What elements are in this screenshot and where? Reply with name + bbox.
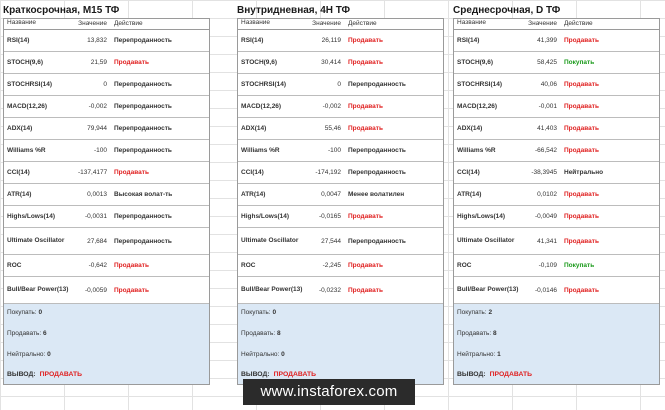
indicator-action: Продавать (564, 81, 599, 88)
table-row (4, 140, 209, 162)
panel-title: Среднесрочная, D ТФ (453, 5, 561, 16)
header-value: Значение (528, 20, 557, 27)
indicator-value: -174,192 (315, 169, 341, 176)
indicator-value: -0,0031 (84, 213, 107, 220)
indicator-value: 40,06 (540, 81, 557, 88)
indicator-name: Ultimate Oscillator (457, 237, 515, 244)
buy-count: 0 (38, 309, 43, 316)
indicator-action: Продавать (114, 262, 149, 269)
indicator-value: 41,399 (537, 37, 557, 44)
panel-title: Внутридневная, 4Н ТФ (237, 5, 351, 16)
indicator-action: Продавать (564, 237, 599, 245)
buy-count: 2 (488, 309, 493, 316)
indicator-action: Перепроданность (114, 213, 172, 220)
header-value: Значение (312, 20, 341, 27)
summary-buy (241, 308, 440, 329)
table-row (238, 140, 443, 162)
table-row (4, 52, 209, 74)
indicator-action: Перепроданность (348, 237, 406, 245)
indicator-action: Высокая волат-ть (114, 191, 173, 198)
header-action: Действие (348, 20, 377, 27)
table-rows (238, 30, 443, 304)
indicator-name: CCI(14) (457, 168, 480, 176)
table-row (4, 206, 209, 228)
indicator-value: -0,642 (88, 262, 107, 269)
panel-h4 (237, 4, 444, 385)
indicator-value: 27,684 (87, 237, 107, 245)
summary-sell (7, 329, 206, 350)
sell-count: 6 (43, 330, 47, 337)
indicator-name: Highs/Lows(14) (457, 212, 506, 220)
indicator-action: Перепроданность (114, 37, 172, 44)
panel-m15 (3, 4, 210, 385)
indicator-value: 41,341 (537, 237, 557, 245)
sell-count: 8 (277, 330, 281, 337)
neutral-label: Нейтрально: (457, 351, 496, 358)
indicator-name: MACD(12,26) (457, 102, 498, 110)
indicator-name: Highs/Lows(14) (7, 212, 56, 220)
indicator-value: -0,0232 (318, 286, 341, 294)
indicator-action: Продавать (114, 286, 149, 294)
indicator-value: 0 (103, 81, 107, 88)
indicator-action: Продавать (114, 169, 149, 176)
table-row (238, 255, 443, 277)
indicator-action: Продавать (114, 59, 149, 66)
table-header (238, 19, 443, 30)
table-header (454, 19, 659, 30)
indicator-value: -100 (327, 147, 341, 154)
table-row (238, 96, 443, 118)
indicator-name: RSI(14) (457, 36, 480, 44)
indicator-name: STOCH(9,6) (7, 58, 43, 66)
panel-d1 (453, 4, 660, 385)
indicator-value: -0,0146 (534, 286, 557, 294)
indicator-name: ROC (457, 261, 472, 269)
header-name: Название (241, 19, 271, 26)
indicator-value: -0,001 (538, 103, 557, 110)
table-row (238, 228, 443, 255)
indicator-name: STOCH(9,6) (241, 58, 277, 66)
indicator-action: Менее волатилен (348, 191, 405, 198)
indicator-action: Продавать (564, 125, 599, 132)
table-row (454, 228, 659, 255)
summary-buy (457, 308, 656, 329)
table-rows (4, 30, 209, 304)
indicator-name: CCI(14) (241, 168, 264, 176)
summary-box (454, 304, 659, 384)
indicator-value: -0,0165 (318, 213, 341, 220)
indicator-action: Покупать (564, 59, 595, 66)
indicator-name: MACD(12,26) (241, 102, 282, 110)
verdict-value: ПРОДАВАТЬ (273, 371, 317, 378)
indicator-table (237, 18, 444, 385)
table-row (454, 30, 659, 52)
indicator-value: 21,59 (90, 59, 107, 66)
summary-neutral (457, 350, 656, 371)
indicator-name: STOCHRSI(14) (457, 80, 503, 88)
indicator-name: STOCH(9,6) (457, 58, 493, 66)
table-row (454, 52, 659, 74)
indicator-value: 55,46 (324, 125, 341, 132)
indicator-name: RSI(14) (7, 36, 30, 44)
indicator-value: 0,0102 (537, 191, 557, 198)
indicator-value: 30,414 (321, 59, 341, 66)
verdict-value: ПРОДАВАТЬ (39, 371, 83, 378)
table-row (4, 96, 209, 118)
table-row (238, 52, 443, 74)
indicator-name: Bull/Bear Power(13) (241, 286, 303, 293)
table-header (4, 19, 209, 30)
header-name: Название (457, 19, 487, 26)
header-value: Значение (78, 20, 107, 27)
table-row (238, 118, 443, 140)
table-row (454, 162, 659, 184)
sell-label: Продавать: (7, 330, 42, 337)
table-row (238, 206, 443, 228)
verdict-label: ВЫВОД: (7, 371, 36, 378)
verdict (7, 371, 206, 378)
indicator-value: -0,002 (322, 103, 341, 110)
table-row (454, 118, 659, 140)
table-row (238, 30, 443, 52)
table-row (4, 277, 209, 304)
indicator-value: 41,403 (537, 125, 557, 132)
table-row (454, 277, 659, 304)
indicator-value: 13,832 (87, 37, 107, 44)
table-row (4, 162, 209, 184)
table-row (4, 118, 209, 140)
indicator-value: 79,944 (87, 125, 107, 132)
neutral-count: 0 (47, 351, 51, 358)
indicator-value: 0,0013 (87, 191, 107, 198)
neutral-label: Нейтрально: (241, 351, 280, 358)
verdict-value: ПРОДАВАТЬ (489, 371, 533, 378)
table-row (454, 140, 659, 162)
indicator-name: Williams %R (457, 146, 496, 154)
indicator-value: -0,002 (88, 103, 107, 110)
panel-title: Краткосрочная, М15 ТФ (3, 5, 120, 16)
indicator-action: Перепроданность (114, 147, 172, 154)
header-action: Действие (564, 20, 593, 27)
indicator-name: ROC (241, 261, 256, 269)
table-row (454, 255, 659, 277)
indicator-action: Продавать (564, 103, 599, 110)
header-action: Действие (114, 20, 143, 27)
buy-label: Покупать: (7, 309, 37, 316)
indicator-name: STOCHRSI(14) (7, 80, 53, 88)
summary-sell (241, 329, 440, 350)
indicator-name: Bull/Bear Power(13) (457, 286, 519, 293)
neutral-label: Нейтрально: (7, 351, 46, 358)
indicator-value: 58,425 (537, 59, 557, 66)
indicator-name: Williams %R (241, 146, 280, 154)
indicator-name: Williams %R (7, 146, 46, 154)
table-row (454, 206, 659, 228)
indicator-action: Перепроданность (114, 103, 172, 110)
summary-box (238, 304, 443, 384)
indicator-action: Перепроданность (348, 81, 406, 88)
indicator-name: Highs/Lows(14) (241, 212, 290, 220)
indicator-action: Перепроданность (348, 169, 406, 176)
header-name: Название (7, 19, 37, 26)
neutral-count: 1 (497, 351, 501, 358)
indicator-name: ADX(14) (7, 124, 33, 132)
indicator-action: Продавать (348, 103, 383, 110)
indicator-action: Продавать (564, 147, 599, 154)
indicator-name: Ultimate Oscillator (7, 237, 65, 244)
indicator-value: -0,0049 (534, 213, 557, 220)
watermark: www.instaforex.com (243, 379, 415, 405)
indicator-name: ADX(14) (241, 124, 267, 132)
indicator-action: Перепроданность (348, 147, 406, 154)
indicator-name: CCI(14) (7, 168, 30, 176)
table-row (4, 74, 209, 96)
indicator-action: Продавать (564, 286, 599, 294)
indicator-value: -66,542 (534, 147, 557, 154)
table-row (454, 74, 659, 96)
indicator-value: 27,544 (321, 237, 341, 245)
indicator-value: 26,119 (321, 37, 341, 44)
indicator-action: Перепроданность (114, 81, 172, 88)
indicator-name: Ultimate Oscillator (241, 237, 299, 244)
indicator-action: Продавать (348, 59, 383, 66)
indicator-name: Bull/Bear Power(13) (7, 286, 69, 293)
table-row (238, 74, 443, 96)
indicator-action: Продавать (348, 37, 383, 44)
verdict-label: ВЫВОД: (241, 371, 270, 378)
indicator-action: Продавать (348, 262, 383, 269)
indicator-name: ATR(14) (457, 190, 482, 198)
summary-neutral (7, 350, 206, 371)
indicator-action: Продавать (564, 37, 599, 44)
indicator-name: ADX(14) (457, 124, 483, 132)
indicator-name: ATR(14) (241, 190, 266, 198)
verdict (241, 371, 440, 378)
buy-label: Покупать: (241, 309, 271, 316)
indicator-table (453, 18, 660, 385)
indicator-name: RSI(14) (241, 36, 264, 44)
indicator-action: Покупать (564, 262, 595, 269)
indicator-value: -38,3945 (531, 169, 557, 176)
table-row (4, 228, 209, 255)
indicator-action: Продавать (348, 213, 383, 220)
indicator-name: STOCHRSI(14) (241, 80, 287, 88)
buy-label: Покупать: (457, 309, 487, 316)
indicator-name: ATR(14) (7, 190, 32, 198)
sell-count: 8 (493, 330, 497, 337)
table-row (4, 30, 209, 52)
indicator-action: Продавать (348, 286, 383, 294)
table-row (4, 184, 209, 206)
indicator-action: Перепроданность (114, 237, 172, 245)
indicator-value: -2,245 (322, 262, 341, 269)
table-row (238, 162, 443, 184)
sell-label: Продавать: (457, 330, 492, 337)
table-row (4, 255, 209, 277)
indicator-action: Продавать (348, 125, 383, 132)
summary-buy (7, 308, 206, 329)
indicator-value: -100 (93, 147, 107, 154)
indicator-table (3, 18, 210, 385)
summary-sell (457, 329, 656, 350)
indicator-value: 0 (337, 81, 341, 88)
indicator-action: Нейтрально (564, 169, 604, 176)
indicator-name: MACD(12,26) (7, 102, 48, 110)
neutral-count: 0 (281, 351, 285, 358)
indicator-name: ROC (7, 261, 22, 269)
summary-box (4, 304, 209, 384)
indicator-action: Продавать (564, 213, 599, 220)
indicator-value: 0,0047 (321, 191, 341, 198)
indicator-action: Перепроданность (114, 125, 172, 132)
table-rows (454, 30, 659, 304)
indicator-value: -137,4177 (78, 169, 108, 176)
table-row (454, 96, 659, 118)
table-row (238, 277, 443, 304)
indicator-value: -0,109 (538, 262, 557, 269)
buy-count: 0 (272, 309, 277, 316)
summary-neutral (241, 350, 440, 371)
indicator-action: Продавать (564, 191, 599, 198)
table-row (238, 184, 443, 206)
sell-label: Продавать: (241, 330, 276, 337)
verdict (457, 371, 656, 378)
table-row (454, 184, 659, 206)
indicator-value: -0,0059 (84, 286, 107, 294)
verdict-label: ВЫВОД: (457, 371, 486, 378)
